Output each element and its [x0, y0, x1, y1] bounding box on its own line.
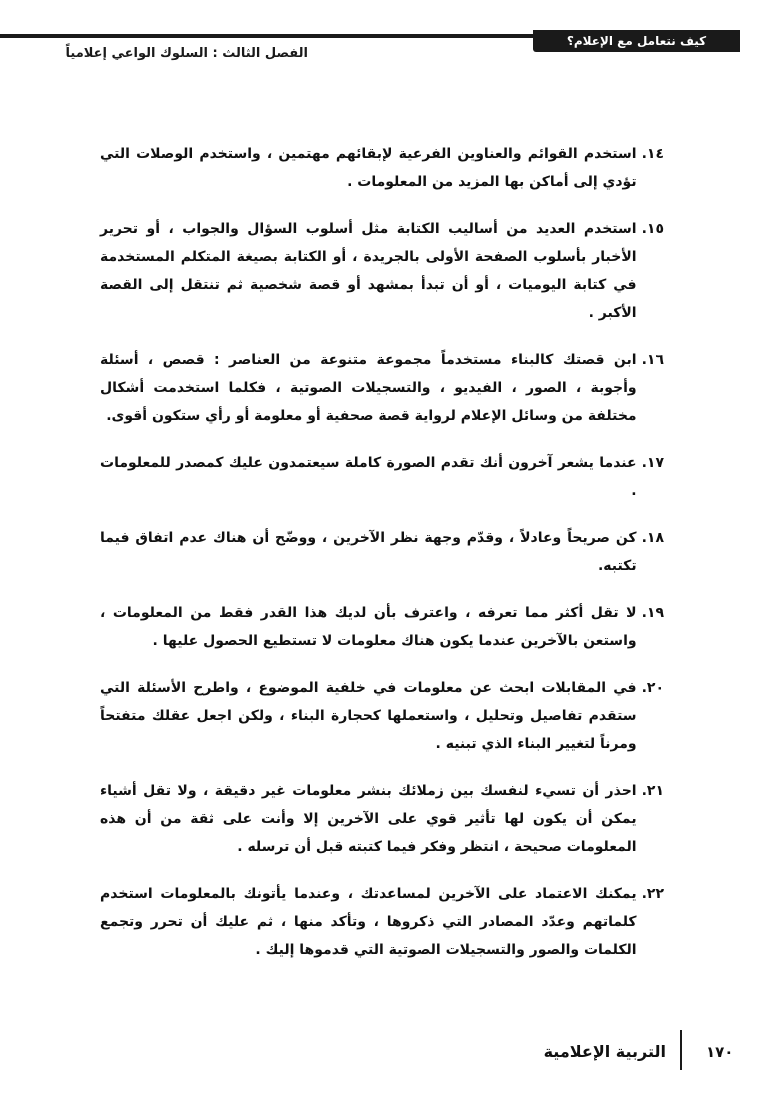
- item-text: استخدم القوائم والعناوين الفرعية لإبقائهم مهتمين ، واستخدم الوصلات التي تؤدي إلى أماكن بها المزيد من المعلومات .: [100, 146, 637, 190]
- item-number: ١٤.: [641, 146, 664, 162]
- list-item-16: [100, 346, 664, 430]
- item-text: استخدم العديد من أساليب الكتابة مثل أسلوب السؤال والجواب ، أو تحرير الأخبار بأسلوب الصفحة الأولى بالجريدة ، أو الكتابة بصيغة المتكلم المستخدمة في كتابة اليوميات ، أو أن تبدأ بمشهد أو قصة شخصية ثم تنتقل إلى القصة الأكبر .: [100, 221, 637, 321]
- list-item-21: [100, 777, 664, 861]
- item-number: ١٩.: [641, 605, 664, 621]
- item-number: ١٥.: [641, 221, 664, 237]
- main-text: [100, 140, 664, 983]
- item-text: احذر أن تسيء لنفسك بين زملائك بنشر معلومات غير دقيقة ، ولا تقل أشياء يمكن أن يكون لها تأثير قوي على الآخرين إلا وأنت على ثقة من أن هذه المعلومات صحيحة ، انتظر وفكر فيما كتبته قبل أن ترسله .: [100, 783, 637, 855]
- item-text: لا تقل أكثر مما تعرفه ، واعترف بأن لديك هذا القدر فقط من المعلومات ، واستعن بالآخرين عندما يكون هناك معلومات لا تستطيع الحصول عليها .: [100, 605, 637, 649]
- item-text: ابن قصتك كالبناء مستخدماً مجموعة متنوعة من العناصر : قصص ، أسئلة وأجوبة ، الصور ، الفيديو ، والتسجيلات الصوتية ، فكلما استخدمت أشكال مختلفة من وسائل الإعلام لرواية قصة صحفية أو معلومة أو رأي ستكون أقوى.: [100, 352, 637, 424]
- list-item-14: [100, 140, 664, 196]
- page-number: ١٧٠: [706, 1043, 734, 1061]
- list-item-20: [100, 674, 664, 758]
- list-item-18: [100, 524, 664, 580]
- list-item-19: [100, 599, 664, 655]
- section-tab: كيف نتعامل مع الإعلام؟: [533, 30, 740, 52]
- item-number: ١٨.: [641, 530, 664, 546]
- item-number: ٢١.: [641, 783, 664, 799]
- list-item-17: [100, 449, 664, 505]
- item-text: عندما يشعر آخرون أنك تقدم الصورة كاملة سيعتمدون عليك كمصدر للمعلومات .: [100, 455, 637, 499]
- book-title: التربية الإعلامية: [543, 1042, 666, 1061]
- item-number: ١٧.: [641, 455, 664, 471]
- list-item-15: [100, 215, 664, 327]
- item-text: في المقابلات ابحث عن معلومات في خلفية الموضوع ، واطرح الأسئلة التي ستقدم تفاصيل وتحليل ، واستعملها كحجارة البناء ، ولكن اجعل عقلك متفتحاً ومرناً لتغيير البناء الذي تبنيه .: [100, 680, 637, 752]
- item-number: ١٦.: [641, 352, 664, 368]
- footer-divider: [680, 1030, 682, 1070]
- item-text: يمكنك الاعتماد على الآخرين لمساعدتك ، وعندما يأتونك بالمعلومات استخدم كلماتهم وعدّد المصادر التي ذكروها ، وتأكد منها ، ثم عليك أن تحرر وتجمع الكلمات والصور والتسجيلات الصوتية التي قدموها إليك .: [100, 886, 637, 958]
- item-number: ٢٢.: [641, 886, 664, 902]
- chapter-title: الفصل الثالث : السلوك الواعي إعلامياً: [65, 46, 308, 61]
- item-number: ٢٠.: [641, 680, 664, 696]
- item-text: كن صريحاً وعادلاً ، وقدّم وجهة نظر الآخرين ، ووضّح أن هناك عدم اتفاق فيما تكتبه.: [100, 530, 637, 574]
- list-item-22: [100, 880, 664, 964]
